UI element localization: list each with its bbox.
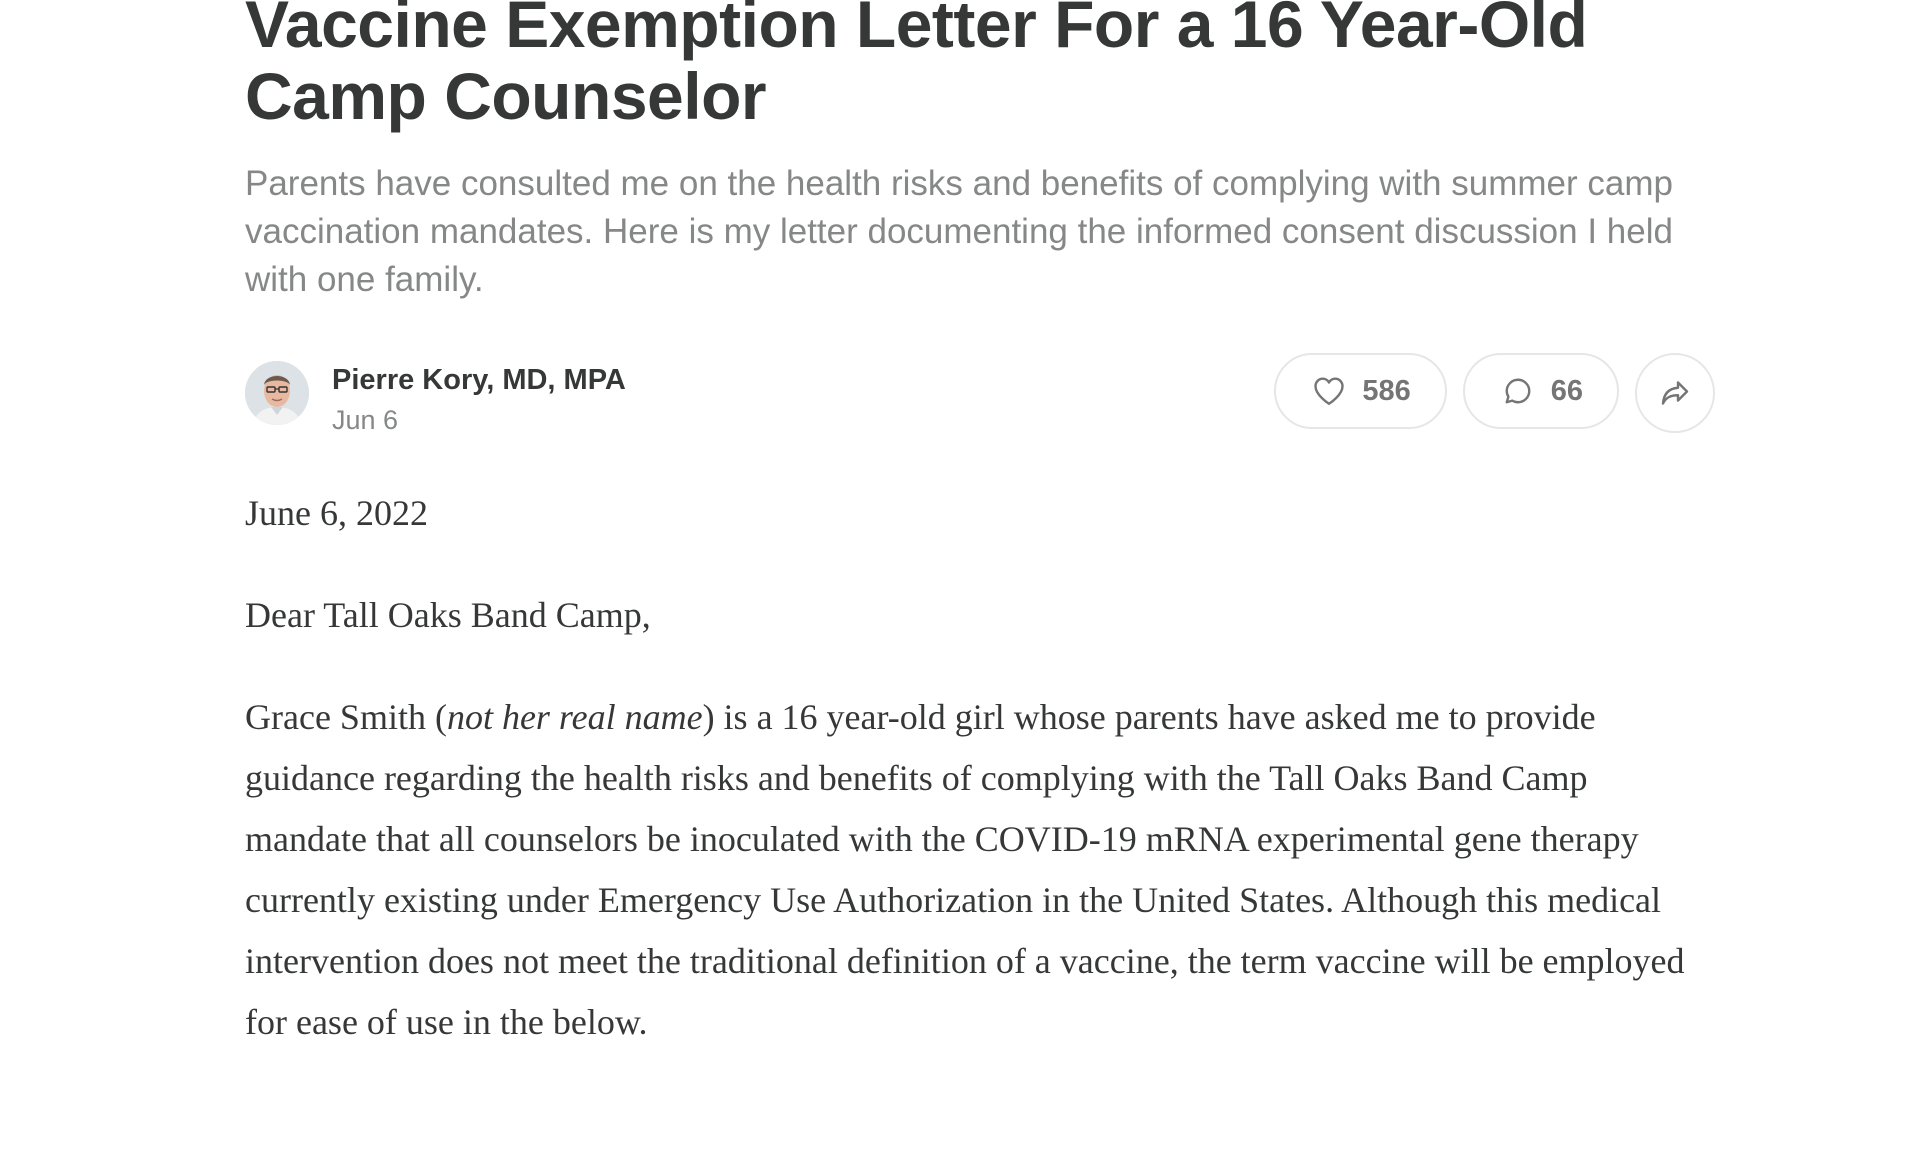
letter-paragraph <box>245 687 1710 1053</box>
like-button[interactable] <box>1274 353 1446 429</box>
author-avatar[interactable] <box>245 361 309 425</box>
byline-text <box>332 363 626 437</box>
comments-button[interactable] <box>1463 353 1619 429</box>
paragraph-text-rest: ) is a 16 year-old girl whose parents have asked me to provide guidance regarding the health risks and benefits of complying with the Tall Oaks Band Camp mandate that all counselors be inoculated with the COVID-19 mRNA experimental gene therapy currently existing under Emergency Use Authorization in the United States. Although this medical intervention does not meet the traditional definition of a vaccine, the term vaccine will be employed for ease of use in the below. <box>245 697 1685 1042</box>
letter-date: June 6, 2022 <box>245 493 428 533</box>
comment-count: 66 <box>1550 374 1583 407</box>
byline <box>245 359 1715 439</box>
article-subtitle: Parents have consulted me on the health risks and benefits of complying with summer camp vaccination mandates. Here is my letter documenting the informed consent discussion I held with one family. <box>245 164 1673 299</box>
heart-icon <box>1310 373 1348 409</box>
letter-salutation: Dear Tall Oaks Band Camp, <box>245 595 651 635</box>
publish-date: Jun 6 <box>332 405 399 435</box>
post-actions <box>1274 353 1715 433</box>
share-arrow-icon <box>1656 375 1694 411</box>
article <box>245 0 1715 1094</box>
like-count: 586 <box>1362 374 1411 407</box>
comment-bubble-icon <box>1499 373 1537 409</box>
share-button[interactable] <box>1635 353 1715 433</box>
author-name[interactable]: Pierre Kory, MD, MPA <box>332 364 626 396</box>
paragraph-text-start: Grace Smith ( <box>245 697 447 737</box>
paragraph-italic-note: not her real name <box>446 697 703 737</box>
article-title: Vaccine Exemption Letter For a 16 Year-Old Camp Counselor <box>245 0 1588 133</box>
article-body <box>245 483 1710 1053</box>
